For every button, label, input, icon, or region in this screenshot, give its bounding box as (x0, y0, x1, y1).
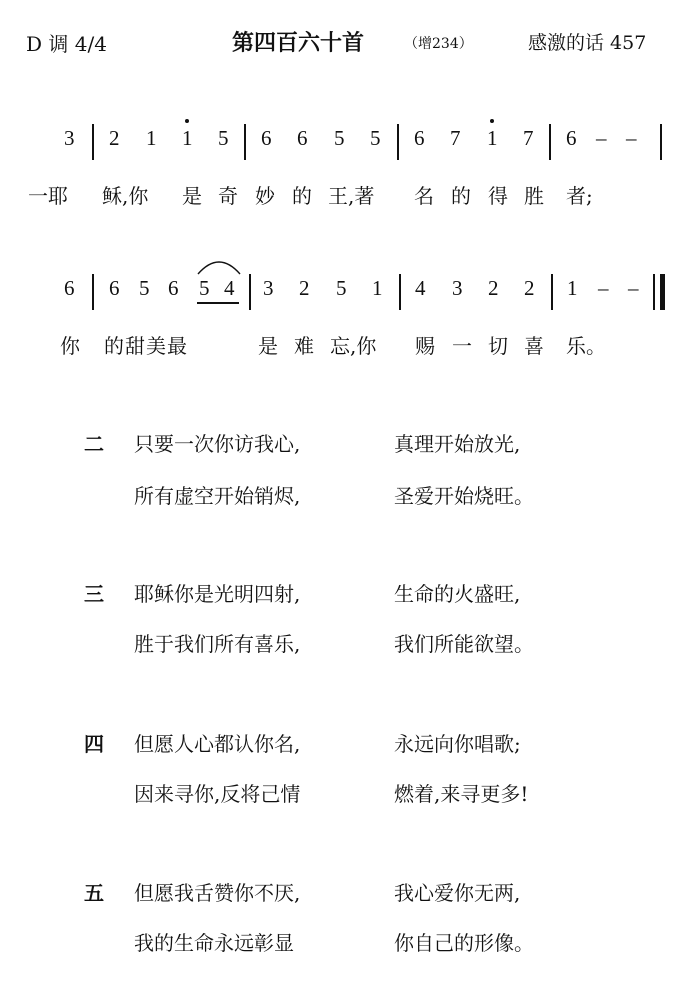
note: 5 (336, 276, 347, 300)
key-signature: D 调 4/4 (26, 32, 107, 56)
final-bar-line-thick (660, 274, 665, 310)
note: 5 (334, 126, 345, 150)
verse-line: 但愿人心都认你名, (134, 732, 301, 756)
note: 1 (372, 276, 383, 300)
note: 6 (414, 126, 425, 150)
lyric: 的 (451, 184, 471, 208)
eighth-note-underline (197, 302, 239, 304)
note: 4 (415, 276, 426, 300)
lyric: 赐 (415, 334, 435, 358)
lyric: 者; (566, 184, 593, 208)
note: 2 (299, 276, 310, 300)
lyric: 的甜美最 (104, 334, 188, 358)
note: 6 (261, 126, 272, 150)
lyric: 忘,你 (330, 334, 377, 358)
bar-line (399, 274, 401, 310)
bar-line (397, 124, 399, 160)
lyric: 是 (258, 334, 278, 358)
final-bar-line-thin (653, 274, 655, 310)
note: 3 (452, 276, 463, 300)
note: 6 (64, 276, 75, 300)
note: 5 (370, 126, 381, 150)
lyric: 难 (294, 334, 314, 358)
note: 3 (263, 276, 274, 300)
note: 5 (218, 126, 229, 150)
note: 6 (297, 126, 308, 150)
lyric: 一耶 (28, 184, 68, 208)
high-octave-dot (185, 119, 189, 123)
verse-line: 但愿我舌赞你不厌, (134, 881, 301, 905)
verse-line: 我们所能欲望。 (394, 632, 534, 656)
hymn-title: 第四百六十首 (232, 30, 365, 56)
lyric: 的 (292, 184, 312, 208)
verse-line: 生命的火盛旺, (394, 582, 521, 606)
note: 3 (64, 126, 75, 150)
note: 7 (450, 126, 461, 150)
bar-line (92, 274, 94, 310)
lyric: 名 (414, 184, 434, 208)
lyric: 切 (488, 334, 508, 358)
verse-line: 你自己的形像。 (394, 931, 534, 955)
bar-line (551, 274, 553, 310)
bar-line (249, 274, 251, 310)
hold-dash: – (598, 276, 609, 300)
note: 6 (566, 126, 577, 150)
verse-number: 四 (84, 732, 104, 756)
hold-dash: – (596, 126, 607, 150)
note: 1 (567, 276, 578, 300)
verse-number: 三 (84, 582, 104, 606)
lyric: 是 (182, 184, 202, 208)
note: 5 (199, 276, 210, 300)
bar-line (660, 124, 662, 160)
lyric: 乐。 (566, 334, 606, 358)
note: 6 (168, 276, 179, 300)
note: 6 (109, 276, 120, 300)
slur-mark (196, 256, 242, 276)
lyric: 得 (488, 184, 508, 208)
verse-line: 只要一次你访我心, (134, 432, 301, 456)
verse-line: 燃着,来寻更多! (394, 782, 529, 806)
note: 5 (139, 276, 150, 300)
verse-line: 我的生命永远彰显 (134, 931, 294, 955)
bar-line (92, 124, 94, 160)
lyric: 胜 (524, 184, 544, 208)
lyric: 喜 (524, 334, 544, 358)
verse-line: 圣爱开始烧旺。 (394, 484, 534, 508)
hymn-source: 感激的话 457 (528, 32, 647, 54)
note: 4 (224, 276, 235, 300)
hold-dash: – (626, 126, 637, 150)
note: 7 (523, 126, 534, 150)
verse-line: 所有虚空开始销烬, (134, 484, 301, 508)
verse-line: 真理开始放光, (394, 432, 521, 456)
bar-line (549, 124, 551, 160)
verse-line: 我心爱你无两, (394, 881, 521, 905)
lyric: 奇 (218, 184, 238, 208)
bar-line (244, 124, 246, 160)
note: 1 (146, 126, 157, 150)
note: 2 (109, 126, 120, 150)
lyric: 一 (452, 334, 472, 358)
verse-line: 胜于我们所有喜乐, (134, 632, 301, 656)
lyric: 稣,你 (102, 184, 149, 208)
verse-number: 二 (84, 432, 104, 456)
verse-number: 五 (84, 881, 104, 905)
hymn-cross-reference: （增234） (404, 36, 473, 52)
lyric: 你 (60, 334, 80, 358)
note: 2 (488, 276, 499, 300)
verse-line: 因来寻你,反将己情 (134, 782, 301, 806)
note: 1 (182, 126, 193, 150)
note: 2 (524, 276, 535, 300)
lyric: 妙 (255, 184, 275, 208)
note: 1 (487, 126, 498, 150)
hold-dash: – (628, 276, 639, 300)
verse-line: 永远向你唱歌; (394, 732, 521, 756)
lyric: 王,著 (328, 184, 375, 208)
verse-line: 耶稣你是光明四射, (134, 582, 301, 606)
high-octave-dot (490, 119, 494, 123)
